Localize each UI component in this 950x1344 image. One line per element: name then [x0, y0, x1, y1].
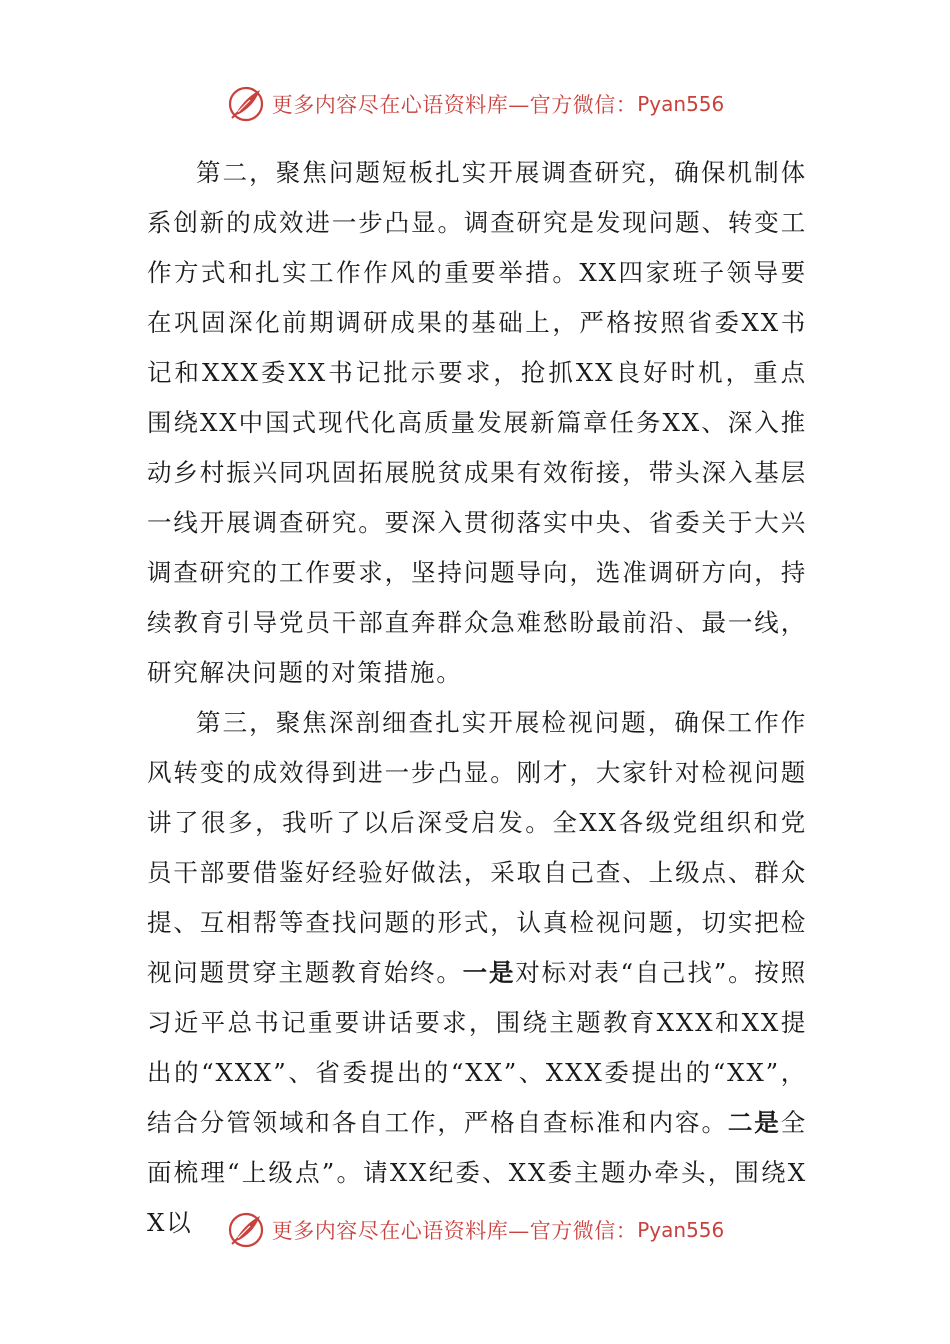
paragraph-third-part1: 第三，聚焦深剖细查扎实开展检视问题，确保工作作风转变的成效得到进一步凸显。刚才，大家针对检视问题讲了很多，我听了以后深受启发。全XX各级党组织和党员干部要借鉴好经验好做法，采取自己查、上级点、群众提、互相帮等查找问题的形式，认真检视问题，切实把检视问题贯穿主题教育始终。 — [147, 708, 807, 987]
paragraph-third-part2: 对标对表“自己找”。按照习近平总书记重要讲话要求，围绕主题教育XXX和XX提出的“XXX”、省委提出的“XX”、XXX委提出的“XX”，结合分管领域和各自工作，严格自查标准和内容。 — [147, 958, 808, 1137]
paragraph-second: 第二，聚焦问题短板扎实开展调查研究，确保机制体系创新的成效进一步凸显。调查研究是发现问题、转变工作方式和扎实工作作风的重要举措。XX四家班子领导要在巩固深化前期调研成果的基础上，严格按照省委XX书记和XXX委XX书记批示要求，抢抓XX良好时机，重点围绕XX中国式现代化高质量发展新篇章任务XX、深入推动乡村振兴同巩固拓展脱贫成果有效衔接，带头深入基层一线开展调查研究。要深入贯彻落实中央、省委关于大兴调查研究的工作要求，坚持问题导向，选准调研方向，持续教育引导党员干部直奔群众急难愁盼最前沿、最一线，研究解决问题的对策措施。 — [147, 158, 807, 687]
document-body — [147, 148, 807, 1248]
bold-marker-one: 一是 — [462, 958, 516, 987]
watermark-text: 更多内容尽在心语资料库—官方微信： — [271, 1219, 638, 1243]
paragraph-third-part3: 全面梳理“上级点”。请XX纪委、XX委主题办牵头，围绕XX以 — [147, 1108, 807, 1237]
quill-logo-icon — [226, 1210, 266, 1250]
bold-marker-two: 二是 — [727, 1108, 781, 1137]
paragraph-third — [147, 698, 807, 1248]
footer-watermark-banner — [0, 1208, 950, 1252]
quill-logo-icon — [226, 84, 266, 124]
watermark-text: 更多内容尽在心语资料库—官方微信： — [271, 93, 638, 117]
header-watermark-banner — [0, 82, 950, 126]
wechat-id: Pyan556 — [637, 1218, 725, 1242]
wechat-id: Pyan556 — [637, 92, 725, 116]
